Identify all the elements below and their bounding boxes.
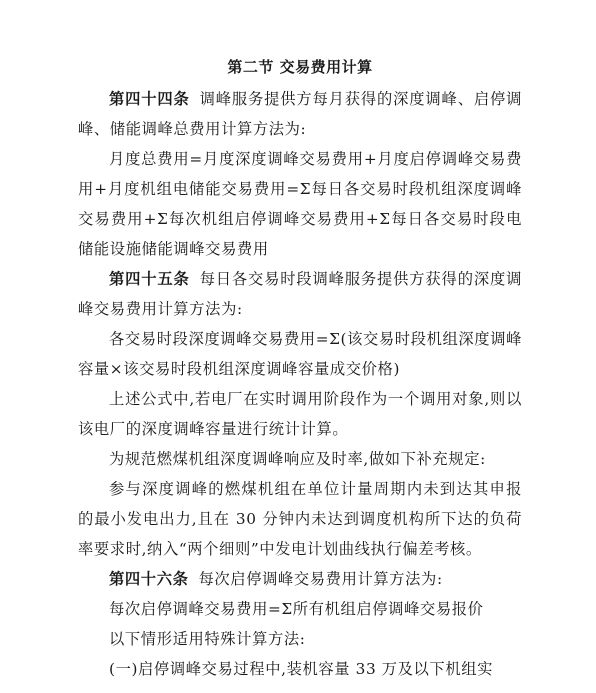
start-stop-formula-paragraph [78,594,522,624]
paragraph-text: 每日各交易时段调峰服务提供方获得的深度调峰交易费用计算方法为: [78,270,522,318]
paragraph-text: 月度总费用=月度深度调峰交易费用+月度启停调峰交易费用+月度机组电储能交易费用=Σ每日各交易时段机组深度调峰交易费用+Σ每次机组启停调峰交易费用+Σ每日各交易时段电储能设施储能调峰交易费用 [78,150,522,258]
special-case-1-paragraph [78,654,522,684]
paragraph-text: 各交易时段深度调峰交易费用=Σ(该交易时段机组深度调峰容量×该交易时段机组深度调峰容量成交价格) [78,330,522,378]
article-label: 第四十六条 [109,570,189,588]
article-44-paragraph [78,84,522,144]
paragraph-text: 每次启停调峰交易费用=Σ所有机组启停调峰交易报价 [109,600,484,618]
formula-note-paragraph [78,384,522,444]
supplementary-rule-paragraph [78,474,522,564]
paragraph-text: 为规范燃煤机组深度调峰响应及时率,做如下补充规定: [109,450,486,468]
supplementary-rule-intro-paragraph [78,444,522,474]
section-title: 第二节 交易费用计算 [227,58,373,76]
paragraph-text: (一)启停调峰交易过程中,装机容量 33 万及以下机组实 [109,660,494,678]
article-label: 第四十四条 [109,90,190,108]
paragraph-text: 每次启停调峰交易费用计算方法为: [198,570,443,588]
special-cases-intro-paragraph [78,624,522,654]
paragraph-text: 参与深度调峰的燃煤机组在单位计量周期内未到达其申报的最小发电出力,且在 30 分钟内未达到调度机构所下达的负荷率要求时,纳入“两个细则”中发电计划曲线执行偏差考核。 [78,480,522,558]
article-46-paragraph [78,564,522,594]
paragraph-text: 调峰服务提供方每月获得的深度调峰、启停调峰、储能调峰总费用计算方法为: [78,90,522,138]
paragraph-text: 以下情形适用特殊计算方法: [109,630,306,648]
article-45-paragraph [78,264,522,324]
deep-peak-formula-paragraph [78,324,522,384]
article-label: 第四十五条 [109,270,190,288]
monthly-total-formula-paragraph [78,144,522,264]
paragraph-text: 上述公式中,若电厂在实时调用阶段作为一个调用对象,则以该电厂的深度调峰容量进行统计计算。 [78,390,522,438]
